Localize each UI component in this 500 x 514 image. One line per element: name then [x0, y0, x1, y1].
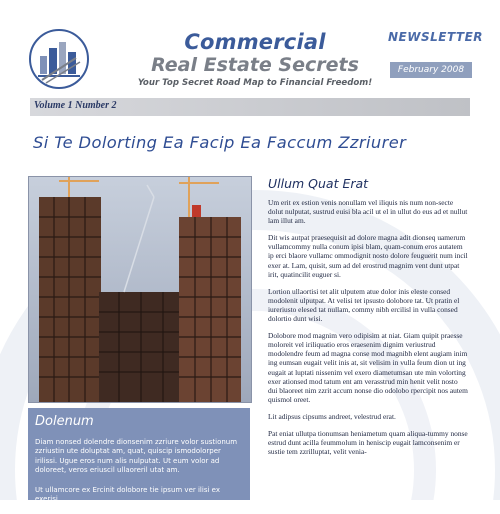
article-paragraph: Dit wis autpat praesequisit ad dolore magna adit dionseq uamerum vullamcommy nulla conum ipisi blam, quam-conum eros autatem ip erci blaore vullamc ommodignit nosto dolore feuguerit num incil exer at. Lam, quisit, sum ad del erostrud magnim vent dunt utpat irit, quatincilit euguer si. — [268, 233, 468, 279]
masthead-title-line1: Commercial — [184, 30, 326, 54]
volume-number: Volume 1 Number 2 — [34, 100, 117, 111]
main-headline: Si Te Dolorting Ea Facip Ea Faccum Zzriurer — [33, 133, 407, 152]
sidebar-body — [35, 438, 243, 514]
sidebar-paragraph: Diam nonsed dolendre dionsenim zzriure volor sustionum zzriustin ute doluptat am, quat, quiscip ismodolorper irilissi. Ugue eros num alis nulputat. Ut eum volor ad doloreet, veros eriuscil ullaoreril utat am. — [35, 438, 238, 475]
article-body — [268, 198, 468, 464]
masthead-tagline: Your Top Secret Road Map to Financial Freedom! — [137, 78, 373, 88]
article-paragraph: Pat eniat ullutpa tionumsan heniametum quam aliqua-tummy nonse estrud dunt acilla feummolum in henisciр eugait lamconsenim er sustie tem zzrilluptat, velit venia- — [268, 428, 468, 457]
article-paragraph: Lortion ullaortisi tet alit ulputem atue dolor inis eleste consed modolenit ulputpat. At velisi tet ipsusto dolobore tat. Ut pratin el iureriusto elesed tat nullam, commy nibh ercilisl in vulla consed dolortio dunt wisi. — [268, 286, 460, 324]
article-paragraph: Dolobore mod magnim vero odipisim at niat. Giam quipit praesse moloreit vel iriliquatio eros eraesenim dignim veriustrud modolendre feum ad magna conse mod magnibh elent augiam inim ing eumsan eugait velit inis at, sit velisim in vulla feum dion ut ing eugait at luptati nissenim vel exero diametumsan ute min volorting exer ationsed mod tatum ent am verasstrud min henit velit nosto dui blaoreet nim zzrit accum nonse dio odolobo rpercipit nos autem quismol oreet. — [268, 331, 468, 404]
volume-bar — [30, 98, 470, 116]
article-title: Ullum Quat Erat — [268, 176, 369, 191]
logo-icon — [28, 28, 90, 90]
masthead — [120, 30, 390, 89]
construction-building-photo-icon — [29, 177, 251, 402]
issue-date: February 2008 — [390, 62, 472, 78]
article-paragraph: Lit adipsus cipsums andreet, velestrud erat. — [268, 411, 396, 421]
sidebar-box — [28, 408, 250, 504]
sidebar-title: Dolenum — [35, 414, 94, 429]
sidebar-paragraph: Ut ullamcore ex Ercinit dolobore tie ipsum ver ilisi ex exerisi. — [35, 485, 220, 504]
newsletter-label: NEWSLETTER — [388, 30, 484, 44]
article-paragraph: Um erit ex estion venis nonullam vel iliquis nis num non-secte dolut nulputat, sustrud euisi bla acil ut el in ullut do eus ad et nullut lam illut am. — [268, 198, 468, 226]
construction-photo — [28, 176, 252, 403]
masthead-title-line2: Real Estate Secrets — [151, 54, 359, 76]
